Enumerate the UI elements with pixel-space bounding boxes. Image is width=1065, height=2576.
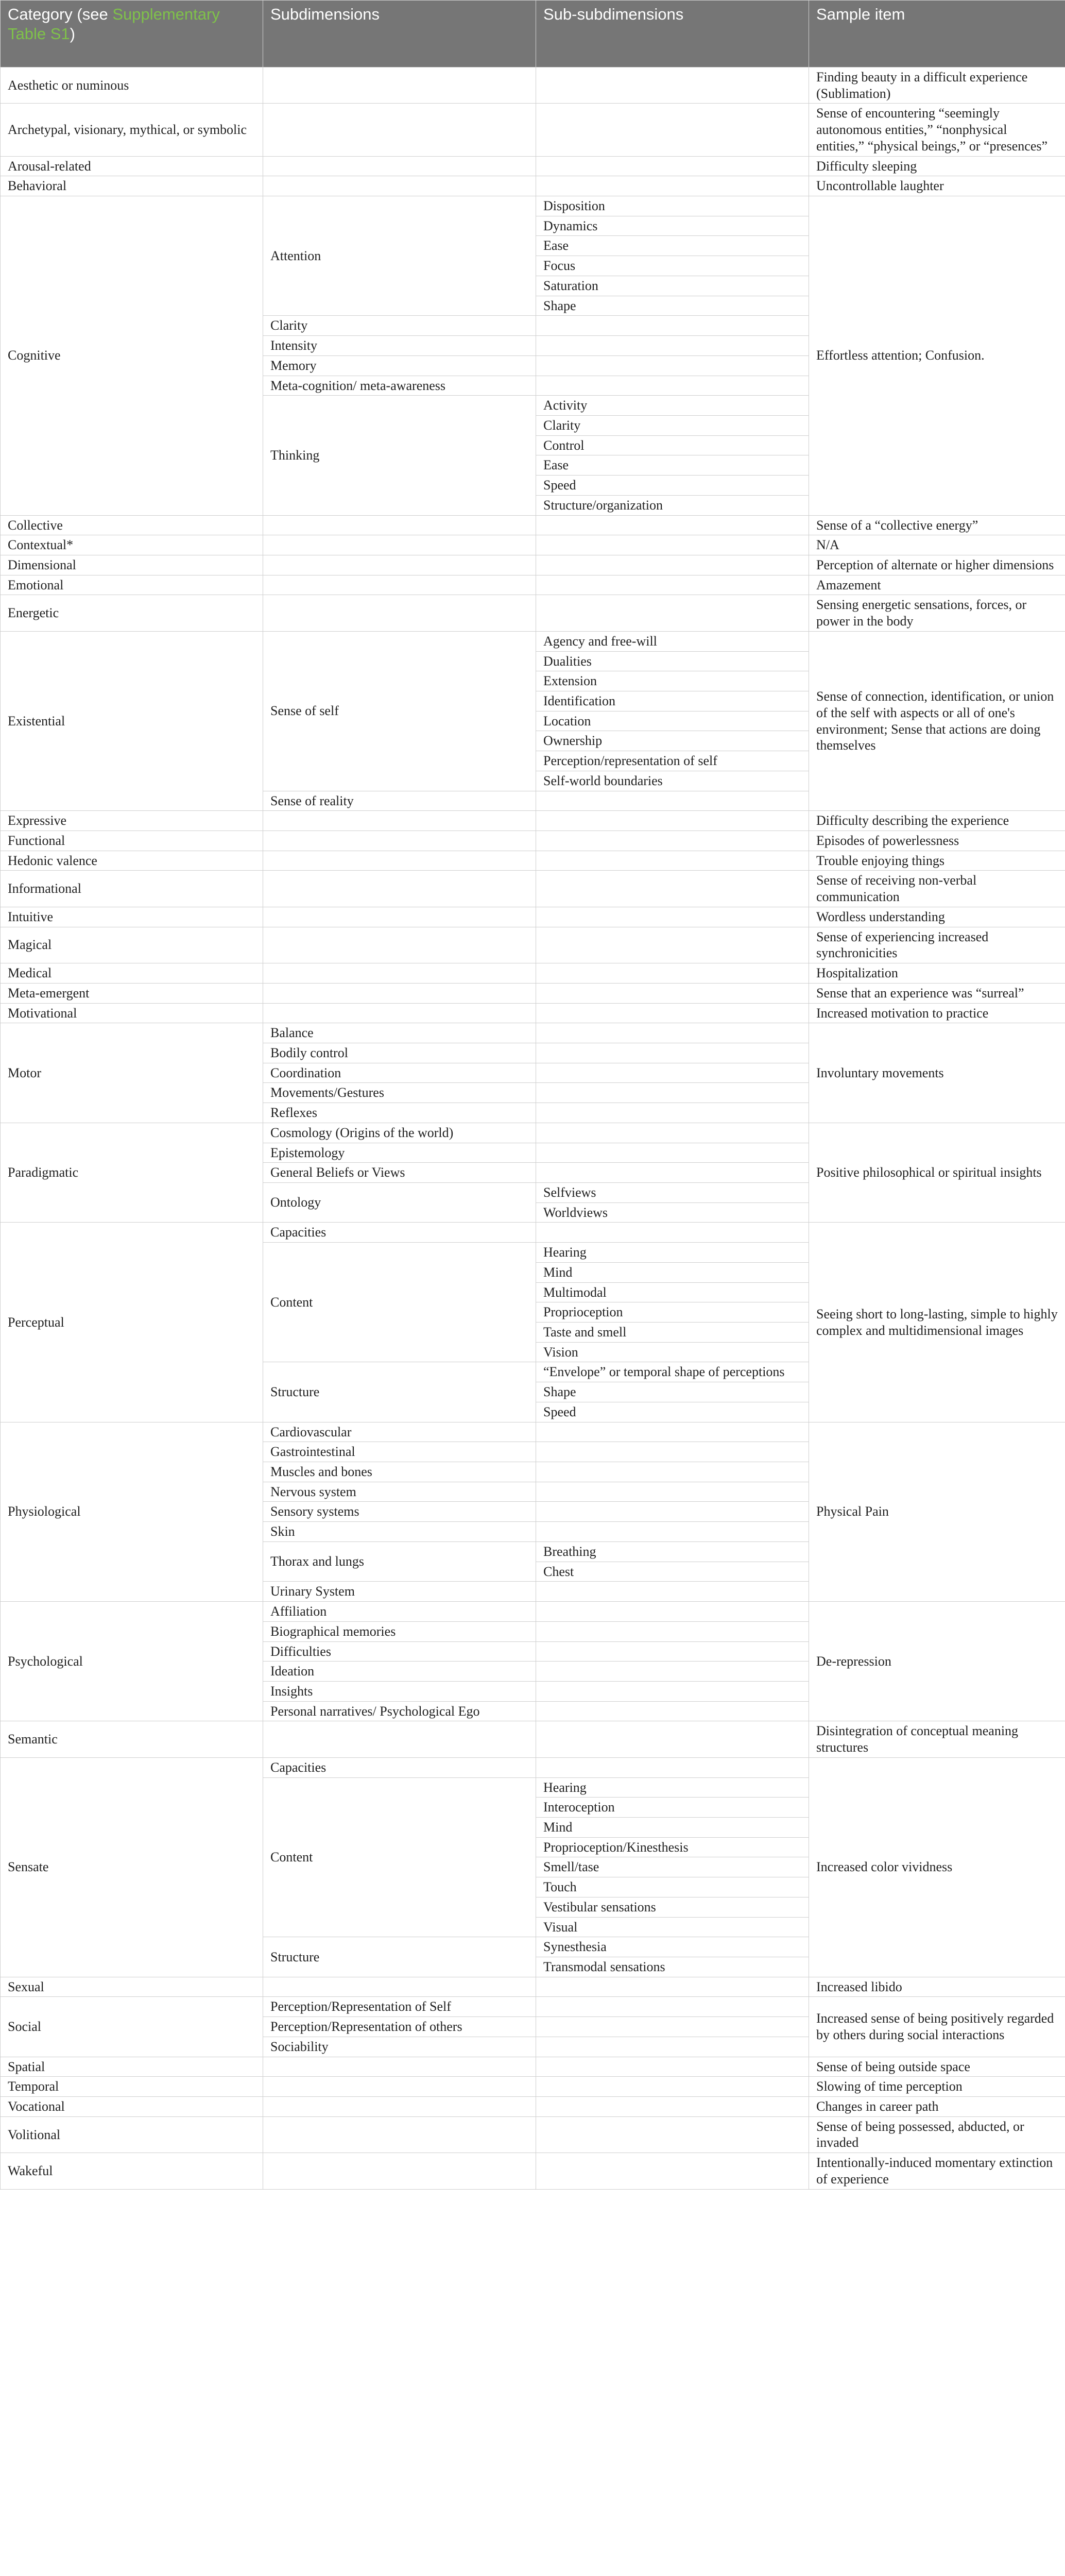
subdimension-cell: Muscles and bones	[263, 1462, 536, 1482]
sub-subdimension-cell	[536, 2037, 809, 2057]
category-cell: Emotional	[1, 575, 263, 595]
sub-subdimension-cell: Speed	[536, 1402, 809, 1422]
sub-subdimension-cell: Breathing	[536, 1541, 809, 1562]
table-row	[1, 851, 1065, 871]
sub-subdimension-cell	[536, 1482, 809, 1502]
sample-item-cell: Sense that an experience was “surreal”	[809, 983, 1065, 1003]
sample-item-cell: Difficulty sleeping	[809, 156, 1065, 176]
sub-subdimension-cell	[536, 176, 809, 196]
sub-subdimension-cell	[536, 1462, 809, 1482]
sub-subdimension-cell: Clarity	[536, 415, 809, 435]
table-row	[1, 1757, 1065, 1777]
sub-subdimension-cell: Dualities	[536, 651, 809, 671]
subdimension-cell: Urinary System	[263, 1582, 536, 1602]
sub-subdimension-cell: Identification	[536, 691, 809, 711]
category-cell: Wakeful	[1, 2153, 263, 2189]
subdimension-cell: Affiliation	[263, 1602, 536, 1622]
sub-subdimension-cell: Focus	[536, 256, 809, 276]
sub-subdimension-cell	[536, 336, 809, 356]
table-row	[1, 963, 1065, 984]
sample-item-cell: Increased color vividness	[809, 1757, 1065, 1977]
sample-item-cell: Sense of encountering “seemingly autonomous entities,” “nonphysical entities,” “physical beings,” or “presences”	[809, 104, 1065, 156]
sub-subdimension-cell	[536, 595, 809, 631]
sub-subdimension-cell	[536, 831, 809, 851]
subdimension-cell: Cardiovascular	[263, 1422, 536, 1442]
category-cell: Sexual	[1, 1977, 263, 1997]
subdimension-cell: Gastrointestinal	[263, 1442, 536, 1462]
table-row	[1, 1023, 1065, 1043]
table-row	[1, 811, 1065, 831]
subdimension-cell	[263, 1721, 536, 1757]
subdimension-cell: Ideation	[263, 1662, 536, 1682]
table-row	[1, 1123, 1065, 1143]
sub-subdimension-cell	[536, 1502, 809, 1522]
sub-subdimension-cell: Location	[536, 711, 809, 731]
subdimension-cell: Biographical memories	[263, 1621, 536, 1641]
sample-item-cell: Increased libido	[809, 1977, 1065, 1997]
sample-item-cell: Sensing energetic sensations, forces, or power in the body	[809, 595, 1065, 631]
table-row	[1, 515, 1065, 535]
category-cell: Temporal	[1, 2077, 263, 2097]
subdimension-cell: Difficulties	[263, 1641, 536, 1662]
sample-item-cell: Sense of being possessed, abducted, or invaded	[809, 2116, 1065, 2153]
subdimension-cell: Thinking	[263, 396, 536, 515]
table-row	[1, 907, 1065, 927]
sample-item-cell: Trouble enjoying things	[809, 851, 1065, 871]
subdimension-cell	[263, 67, 536, 104]
category-cell: Physiological	[1, 1422, 263, 1601]
sub-subdimension-cell: “Envelope” or temporal shape of perceptions	[536, 1362, 809, 1382]
sub-subdimension-cell	[536, 1721, 809, 1757]
supplementary-table-link[interactable]: Supplementary Table S1	[8, 5, 220, 43]
table-row	[1, 2153, 1065, 2189]
subdimension-cell	[263, 907, 536, 927]
subdimension-cell: Cosmology (Origins of the world)	[263, 1123, 536, 1143]
header-sample-item: Sample item	[809, 1, 1065, 67]
table-row	[1, 871, 1065, 907]
sample-item-cell: Increased sense of being positively regarded by others during social interactions	[809, 1997, 1065, 2057]
table-row	[1, 1977, 1065, 1997]
sub-subdimension-cell	[536, 1582, 809, 1602]
subdimension-cell	[263, 963, 536, 984]
sub-subdimension-cell: Shape	[536, 296, 809, 316]
category-cell: Cognitive	[1, 196, 263, 516]
table-row	[1, 2097, 1065, 2117]
subdimension-cell: Content	[263, 1243, 536, 1362]
subdimension-cell: Perception/Representation of Self	[263, 1997, 536, 2017]
category-cell: Vocational	[1, 2097, 263, 2117]
sub-subdimension-cell	[536, 963, 809, 984]
sub-subdimension-cell: Proprioception	[536, 1302, 809, 1323]
table-row	[1, 1003, 1065, 1023]
table-row	[1, 156, 1065, 176]
table-row	[1, 67, 1065, 104]
table-row	[1, 831, 1065, 851]
sub-subdimension-cell	[536, 1422, 809, 1442]
subdimension-cell: Structure	[263, 1362, 536, 1422]
table-row	[1, 1223, 1065, 1243]
subdimension-cell: Nervous system	[263, 1482, 536, 1502]
sample-item-cell: Sense of connection, identification, or union of the self with aspects or all of one's environment; Sense that actions are doing themselves	[809, 631, 1065, 810]
sub-subdimension-cell	[536, 927, 809, 963]
sub-subdimension-cell	[536, 1063, 809, 1083]
sub-subdimension-cell	[536, 1701, 809, 1721]
subdimension-cell: Meta-cognition/ meta-awareness	[263, 376, 536, 396]
sample-item-cell: Amazement	[809, 575, 1065, 595]
sub-subdimension-cell	[536, 104, 809, 156]
table-row	[1, 1997, 1065, 2017]
sample-item-cell: Disintegration of conceptual meaning structures	[809, 1721, 1065, 1757]
subdimension-cell: Sense of reality	[263, 791, 536, 811]
table-row	[1, 631, 1065, 651]
subdimension-cell	[263, 515, 536, 535]
sub-subdimension-cell: Vestibular sensations	[536, 1897, 809, 1917]
table-row	[1, 196, 1065, 216]
sub-subdimension-cell: Visual	[536, 1917, 809, 1937]
sub-subdimension-cell	[536, 1621, 809, 1641]
subdimension-cell	[263, 535, 536, 555]
sub-subdimension-cell: Control	[536, 435, 809, 455]
subdimension-cell: Balance	[263, 1023, 536, 1043]
category-cell: Behavioral	[1, 176, 263, 196]
subdimension-cell: Personal narratives/ Psychological Ego	[263, 1701, 536, 1721]
sample-item-cell: Sense of a “collective energy”	[809, 515, 1065, 535]
subdimension-cell	[263, 871, 536, 907]
category-cell: Collective	[1, 515, 263, 535]
header-row	[1, 1, 1065, 67]
sub-subdimension-cell: Shape	[536, 1382, 809, 1402]
category-cell: Intuitive	[1, 907, 263, 927]
subdimension-cell	[263, 2153, 536, 2189]
category-cell: Perceptual	[1, 1223, 263, 1422]
category-cell: Contextual*	[1, 535, 263, 555]
header-category-close: )	[70, 24, 75, 43]
sub-subdimension-cell	[536, 156, 809, 176]
table-row	[1, 1422, 1065, 1442]
sample-item-cell: Effortless attention; Confusion.	[809, 196, 1065, 516]
sub-subdimension-cell	[536, 555, 809, 575]
table-body	[1, 67, 1065, 2190]
subdimension-cell: Sense of self	[263, 631, 536, 791]
sub-subdimension-cell: Speed	[536, 476, 809, 496]
sub-subdimension-cell	[536, 67, 809, 104]
sub-subdimension-cell: Mind	[536, 1262, 809, 1282]
sub-subdimension-cell: Selfviews	[536, 1182, 809, 1202]
sub-subdimension-cell: Vision	[536, 1342, 809, 1362]
sample-item-cell: N/A	[809, 535, 1065, 555]
sub-subdimension-cell	[536, 575, 809, 595]
subdimension-cell: Structure	[263, 1937, 536, 1977]
sub-subdimension-cell	[536, 871, 809, 907]
table-row	[1, 176, 1065, 196]
sample-item-cell: Involuntary movements	[809, 1023, 1065, 1123]
sub-subdimension-cell	[536, 2116, 809, 2153]
category-cell: Paradigmatic	[1, 1123, 263, 1223]
sub-subdimension-cell	[536, 535, 809, 555]
sub-subdimension-cell: Smell/tase	[536, 1857, 809, 1877]
header-sub-subdimensions: Sub-subdimensions	[536, 1, 809, 67]
sub-subdimension-cell	[536, 355, 809, 376]
sub-subdimension-cell: Synesthesia	[536, 1937, 809, 1957]
sub-subdimension-cell	[536, 983, 809, 1003]
subdimension-cell: Content	[263, 1777, 536, 1937]
category-cell: Psychological	[1, 1602, 263, 1721]
sub-subdimension-cell: Transmodal sensations	[536, 1957, 809, 1977]
subdimension-cell: General Beliefs or Views	[263, 1163, 536, 1183]
sub-subdimension-cell	[536, 1223, 809, 1243]
sub-subdimension-cell	[536, 1522, 809, 1542]
subdimension-cell: Movements/Gestures	[263, 1083, 536, 1103]
table-row	[1, 104, 1065, 156]
sub-subdimension-cell: Hearing	[536, 1777, 809, 1798]
sub-subdimension-cell	[536, 1662, 809, 1682]
subdimension-cell: Clarity	[263, 316, 536, 336]
subdimension-cell: Coordination	[263, 1063, 536, 1083]
category-cell: Aesthetic or numinous	[1, 67, 263, 104]
subdimension-cell: Capacities	[263, 1757, 536, 1777]
sub-subdimension-cell: Ease	[536, 455, 809, 476]
category-cell: Informational	[1, 871, 263, 907]
subdimension-cell: Memory	[263, 355, 536, 376]
sample-item-cell: Uncontrollable laughter	[809, 176, 1065, 196]
sub-subdimension-cell	[536, 1103, 809, 1123]
category-cell: Meta-emergent	[1, 983, 263, 1003]
sub-subdimension-cell	[536, 851, 809, 871]
subdimension-cell: Epistemology	[263, 1143, 536, 1163]
subdimension-cell: Attention	[263, 196, 536, 316]
sub-subdimension-cell	[536, 1641, 809, 1662]
subdimension-cell: Sensory systems	[263, 1502, 536, 1522]
sub-subdimension-cell: Hearing	[536, 1243, 809, 1263]
subdimension-cell: Bodily control	[263, 1043, 536, 1063]
table-row	[1, 2116, 1065, 2153]
subdimension-cell	[263, 176, 536, 196]
category-cell: Existential	[1, 631, 263, 810]
subdimension-cell	[263, 2116, 536, 2153]
category-cell: Volitional	[1, 2116, 263, 2153]
table-row	[1, 927, 1065, 963]
sub-subdimension-cell: Structure/organization	[536, 495, 809, 515]
sub-subdimension-cell	[536, 2017, 809, 2037]
sub-subdimension-cell	[536, 1023, 809, 1043]
sub-subdimension-cell: Disposition	[536, 196, 809, 216]
sub-subdimension-cell	[536, 1083, 809, 1103]
category-cell: Semantic	[1, 1721, 263, 1757]
table-row	[1, 575, 1065, 595]
sample-item-cell: Intentionally-induced momentary extinction of experience	[809, 2153, 1065, 2189]
sample-item-cell: Sense of receiving non-verbal communication	[809, 871, 1065, 907]
sub-subdimension-cell	[536, 2057, 809, 2077]
sub-subdimension-cell: Activity	[536, 396, 809, 416]
subdimension-cell	[263, 1977, 536, 1997]
category-cell: Spatial	[1, 2057, 263, 2077]
sample-item-cell: Episodes of powerlessness	[809, 831, 1065, 851]
subdimension-cell	[263, 2077, 536, 2097]
subdimension-cell	[263, 156, 536, 176]
sub-subdimension-cell: Perception/representation of self	[536, 751, 809, 771]
sub-subdimension-cell	[536, 1602, 809, 1622]
sub-subdimension-cell	[536, 1163, 809, 1183]
header-category	[1, 1, 263, 67]
subdimension-cell	[263, 2057, 536, 2077]
sub-subdimension-cell	[536, 1757, 809, 1777]
sub-subdimension-cell	[536, 1143, 809, 1163]
subdimension-cell: Sociability	[263, 2037, 536, 2057]
sub-subdimension-cell	[536, 1043, 809, 1063]
category-cell: Dimensional	[1, 555, 263, 575]
subdimension-cell: Intensity	[263, 336, 536, 356]
category-cell: Expressive	[1, 811, 263, 831]
category-cell: Sensate	[1, 1757, 263, 1977]
sub-subdimension-cell: Mind	[536, 1817, 809, 1837]
sample-item-cell: Wordless understanding	[809, 907, 1065, 927]
table-row	[1, 555, 1065, 575]
sub-subdimension-cell	[536, 515, 809, 535]
sub-subdimension-cell	[536, 376, 809, 396]
sub-subdimension-cell: Interoception	[536, 1798, 809, 1818]
sub-subdimension-cell	[536, 907, 809, 927]
sub-subdimension-cell: Agency and free-will	[536, 631, 809, 651]
subdimension-cell: Ontology	[263, 1182, 536, 1222]
subdimension-cell	[263, 595, 536, 631]
table-row	[1, 595, 1065, 631]
table-row	[1, 1602, 1065, 1622]
subdimension-cell	[263, 555, 536, 575]
sub-subdimension-cell: Touch	[536, 1877, 809, 1897]
category-cell: Archetypal, visionary, mythical, or symbolic	[1, 104, 263, 156]
sample-item-cell: Finding beauty in a difficult experience (Sublimation)	[809, 67, 1065, 104]
subdimension-cell: Skin	[263, 1522, 536, 1542]
header-category-text: Category (see	[8, 5, 113, 23]
sample-item-cell: Slowing of time perception	[809, 2077, 1065, 2097]
sample-item-cell: Sense of experiencing increased synchronicities	[809, 927, 1065, 963]
subdimension-cell: Reflexes	[263, 1103, 536, 1123]
sample-item-cell: Difficulty describing the experience	[809, 811, 1065, 831]
subdimension-cell	[263, 1003, 536, 1023]
table-row	[1, 2077, 1065, 2097]
category-cell: Arousal-related	[1, 156, 263, 176]
subdimension-cell	[263, 983, 536, 1003]
sample-item-cell: Positive philosophical or spiritual insights	[809, 1123, 1065, 1223]
sub-subdimension-cell	[536, 2153, 809, 2189]
sub-subdimension-cell: Worldviews	[536, 1202, 809, 1223]
subdimension-cell: Insights	[263, 1681, 536, 1701]
subdimension-cell	[263, 575, 536, 595]
sample-item-cell: Perception of alternate or higher dimensions	[809, 555, 1065, 575]
sample-item-cell: Seeing short to long-lasting, simple to highly complex and multidimensional images	[809, 1223, 1065, 1422]
sub-subdimension-cell	[536, 811, 809, 831]
header-subdimensions: Subdimensions	[263, 1, 536, 67]
sub-subdimension-cell: Proprioception/Kinesthesis	[536, 1837, 809, 1857]
category-cell: Energetic	[1, 595, 263, 631]
sub-subdimension-cell	[536, 2097, 809, 2117]
sub-subdimension-cell: Chest	[536, 1562, 809, 1582]
subdimension-cell	[263, 2097, 536, 2117]
sub-subdimension-cell	[536, 791, 809, 811]
subdimension-cell: Perception/Representation of others	[263, 2017, 536, 2037]
sub-subdimension-cell	[536, 1997, 809, 2017]
subdimension-cell: Capacities	[263, 1223, 536, 1243]
sub-subdimension-cell: Self-world boundaries	[536, 771, 809, 791]
subdimension-cell	[263, 851, 536, 871]
category-cell: Hedonic valence	[1, 851, 263, 871]
subdimension-cell	[263, 104, 536, 156]
sub-subdimension-cell: Dynamics	[536, 216, 809, 236]
category-cell: Motivational	[1, 1003, 263, 1023]
table-row	[1, 535, 1065, 555]
sub-subdimension-cell: Ownership	[536, 731, 809, 751]
sub-subdimension-cell: Multimodal	[536, 1282, 809, 1302]
sub-subdimension-cell	[536, 2077, 809, 2097]
sub-subdimension-cell	[536, 1977, 809, 1997]
sub-subdimension-cell	[536, 1123, 809, 1143]
category-cell: Medical	[1, 963, 263, 984]
sub-subdimension-cell	[536, 316, 809, 336]
table-row	[1, 983, 1065, 1003]
sample-item-cell: Sense of being outside space	[809, 2057, 1065, 2077]
sub-subdimension-cell: Saturation	[536, 276, 809, 296]
table-row	[1, 2057, 1065, 2077]
sample-item-cell: Physical Pain	[809, 1422, 1065, 1601]
sub-subdimension-cell: Taste and smell	[536, 1323, 809, 1343]
category-cell: Magical	[1, 927, 263, 963]
sample-item-cell: Changes in career path	[809, 2097, 1065, 2117]
sub-subdimension-cell	[536, 1003, 809, 1023]
subdimension-cell: Thorax and lungs	[263, 1541, 536, 1581]
category-cell: Social	[1, 1997, 263, 2057]
subdimension-cell	[263, 811, 536, 831]
category-cell: Functional	[1, 831, 263, 851]
sub-subdimension-cell: Extension	[536, 671, 809, 691]
category-cell: Motor	[1, 1023, 263, 1123]
table-row	[1, 1721, 1065, 1757]
sample-item-cell: Increased motivation to practice	[809, 1003, 1065, 1023]
sample-item-cell: Hospitalization	[809, 963, 1065, 984]
subdimension-cell	[263, 831, 536, 851]
table-header	[1, 1, 1065, 67]
sub-subdimension-cell	[536, 1681, 809, 1701]
sample-item-cell: De-repression	[809, 1602, 1065, 1721]
sub-subdimension-cell	[536, 1442, 809, 1462]
sub-subdimension-cell: Ease	[536, 236, 809, 256]
subdimension-cell	[263, 927, 536, 963]
